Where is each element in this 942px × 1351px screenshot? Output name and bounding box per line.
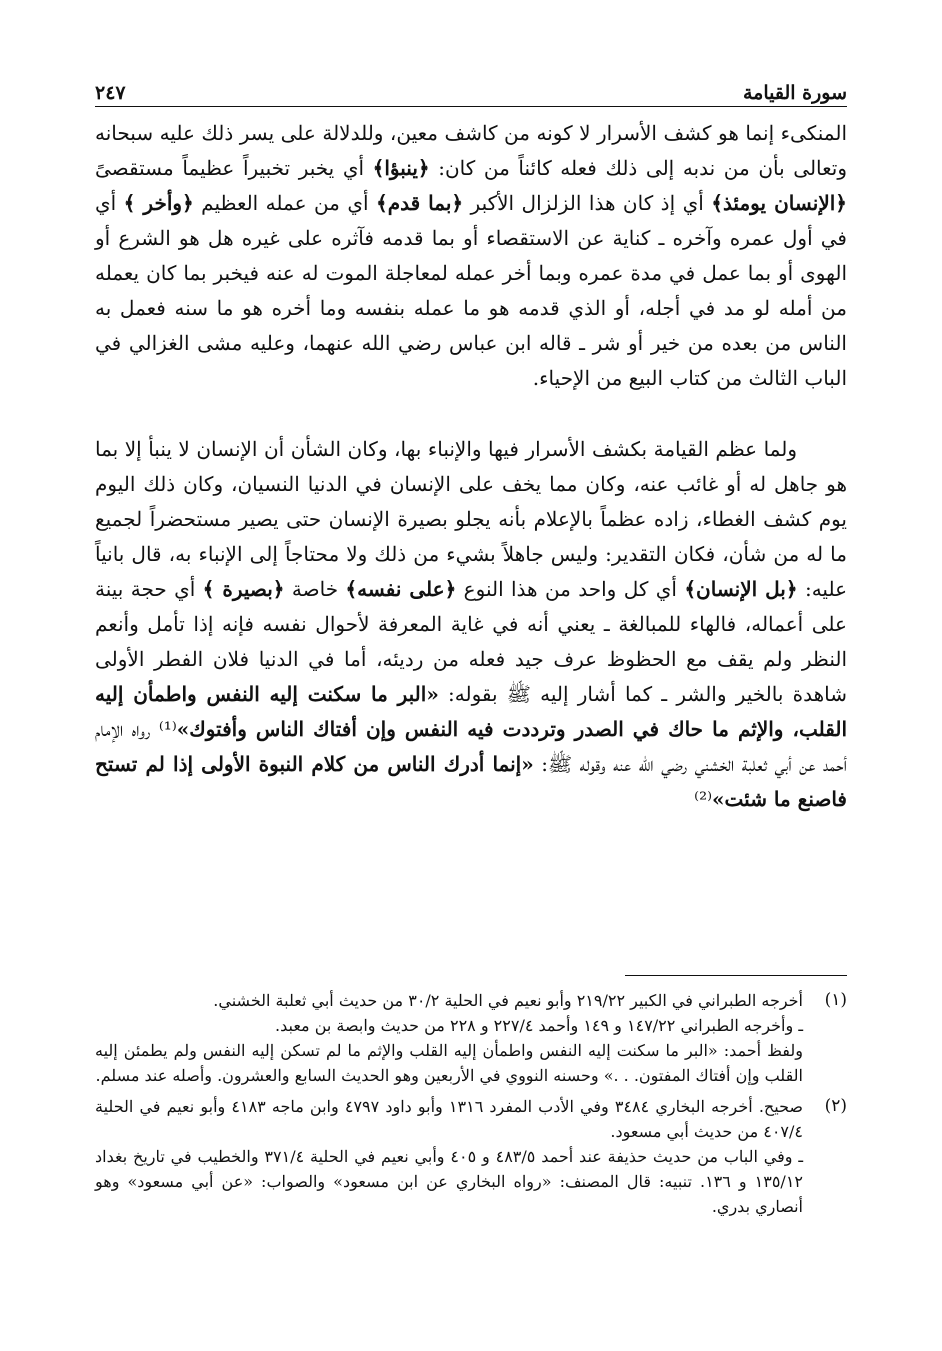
footnote-divider: [625, 975, 847, 976]
page-header: [95, 70, 847, 104]
footnote-line: أخرجه الطبراني في الكبير ٢١٩/٢٢ وأبو نعيم في الحلية ٣٠/٢ من حديث أبي ثعلبة الخشني.: [213, 991, 803, 1010]
surah-title: سورة القيامة: [742, 82, 847, 104]
footnote-1: [95, 988, 847, 1088]
footnote-line: صحيح. أخرجه البخاري ٣٤٨٤ وفي الأدب المفرد ١٣١٦ وأبو داود ٤٧٩٧ وابن ماجه ٤١٨٣ وأبو نعيم في الحلية ٤٠٧/٤ من حديث أبي مسعود.: [95, 1097, 803, 1141]
footnote-number: (٢): [824, 1096, 847, 1116]
quran-quote: ﴿على نفسه﴾: [345, 577, 457, 601]
footnote-2: [95, 1094, 847, 1219]
footnote-line: ـ وفي الباب من حديث حذيفة عند أحمد ٤٨٣/٥ و ٤٠٥ وأبي نعيم في الحلية ٣٧١/٤ والخطيب في تاريخ بغداد ١٣٥/١٢ و ١٣٦. تنبيه: قال المصنف: «رواه البخاري عن ابن مسعود» والصواب: «عن أبي مسعود» وهو أنصاري بدري.: [95, 1147, 804, 1216]
paragraph-1: المنكىء إنما هو كشف الأسرار لا كونه من كاشف معين، وللدلالة على يسر ذلك عليه سبحانه وتعالى بأن من ندبه إلى ذلك فعله كائناً من كان: ﴿ينبؤا﴾ أي يخبر تخبيراً عظيماً مستقصىً ﴿الإنسان يومئذ﴾ أي إذ كان هذا الزلزال الأكبر ﴿بما قدم﴾ أي من عمله العظيم ﴿وأخر ﴾ أي في أول عمره وآخره ـ كناية عن الاستقصاء أو بما قدمه فآثره على غيره هل هو الشرع أو الهوى أو بما عمل في مدة عمره وبما أخر عمله لمعاجلة الموت له عنه فيخبر بما كان يعمله من أمله لو مد في أجله، أو الذي قدمه هو ما عمله بنفسه وما أخره هو ما سنه فعمل به الناس من بعده من خير أو شر ـ قاله ابن عباس رضي الله عنهما، وعليه مشى الغزالي في الباب الثالث من كتاب البيع من الإحياء.: [95, 121, 848, 390]
paragraph-2: ولما عظم القيامة بكشف الأسرار فيها والإنباء بها، وكان الشأن أن الإنسان لا ينبأ إلا بما هو جاهل له أو غائب عنه، وكان مما يخف على الإنسان في الدنيا النسيان، وكان ذلك اليوم يوم كشف الغطاء، زاده عظماً بالإعلام بأنه يجلو بصيرة الإنسان حتى يصير مستحضراً لجميع ما له من شأن، فكان التقدير: وليس جاهلاً بشيء من ذلك ولا محتاجاً إلى الإنباء به، قال بانياً عليه: ﴿بل الإنسان﴾ أي كل واحد من هذا النوع ﴿على نفسه﴾ خاصة ﴿بصيرة ﴾ أي حجة بينة على أعماله، فالهاء للمبالغة ـ يعني أنه في غاية المعرفة لأحوال نفسه فإنه إذا تأمل وأنعم النظر ولم يقف مع الحظوظ عرف جيد فعله من رديئه، أما في الدنيا فلان الفطر الأولى شاهدة بالخير والشر ـ كما أشار إليه ﷺ بقوله: «البر ما سكنت إليه النفس واطمأن إليه القلب، والإثم ما حاك في الصدر وترددت فيه النفس وإن أفتاك الناس وأفتوك»⁽¹⁾ رواه الإمام أحمد عن أبي ثعلبة الخشني رضي الله عنه وقوله ﷺ: «إنما أدرك الناس من كلام النبوة الأولى إذا لم تستح فاصنع ما شئت»⁽²⁾: [95, 437, 848, 811]
header-divider: [95, 106, 847, 107]
footnote-line: ولفظ أحمد: «البر ما سكنت إليه النفس واطمأن إليه القلب والإثم ما لم تسكن إليه النفس ولم يطمئن إليه القلب وإن أفتاك المفتون. . .» وحسنه النووي في الأربعين وهو الحديث السابع والعشرون. وأصله عند مسلم.: [95, 1041, 803, 1085]
quran-quote: ﴿بما قدم﴾: [375, 191, 464, 215]
hadith-quote: «البر ما سكنت إليه النفس واطمأن إليه القلب، والإثم ما حاك في الصدر وترددت فيه النفس وإن أفتاك الناس وأفتوك»: [95, 682, 847, 741]
hadith-quote: «إنما أدرك الناس من كلام النبوة الأولى إذا لم تستح فاصنع ما شئت»: [95, 752, 847, 811]
footnote-ref: ⁽²⁾: [694, 787, 713, 811]
page-number: ٢٤٧: [95, 82, 126, 104]
footnotes: [95, 988, 847, 1225]
footnote-line: ـ وأخرجه الطبراني ١٤٧/٢٢ و ١٤٩ وأحمد ٢٢٧/٤ و ٢٢٨ من حديث وابصة بن معبد.: [275, 1016, 803, 1035]
main-text: [95, 116, 847, 817]
quran-quote: ﴿ينبؤا﴾: [372, 156, 430, 180]
quran-quote: ﴿بل الإنسان﴾: [684, 577, 798, 601]
quran-quote: ﴿وأخر ﴾: [123, 191, 194, 215]
quran-quote: ﴿الإنسان يومئذ﴾: [711, 191, 847, 215]
quran-quote: ﴿بصيرة ﴾: [202, 577, 285, 601]
footnote-number: (١): [824, 990, 847, 1010]
